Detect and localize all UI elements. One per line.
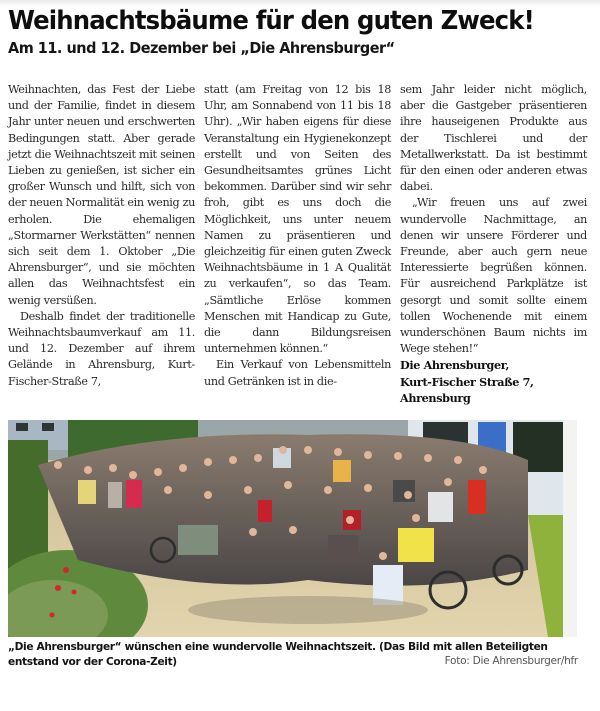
column-1 — [8, 82, 195, 390]
photo-credit: Foto: Die Ahrensburger/hfr — [444, 655, 578, 667]
paragraph: statt (am Freitag von 12 bis 18 Uhr, am Sonnabend von 11 bis 18 Uhr). „Wir haben eigens für diese Veranstaltung ein Hygienekonzept erstellt und von Seiten des Gesundheitsamtes grünes Licht bekommen. Darüber sind wir sehr froh, gibt es uns doch die Möglichkeit, uns unter neuem Namen zu präsentieren und gleichzeitig für einen guten Zweck Weihnachtsbäume in 1 A Qualität zu verkaufen“, so das Team. „Sämtliche Erlöse kommen Menschen mit Handicap zu Gute, die dann Bildungsreisen unternehmen können.“ — [204, 83, 391, 356]
group-photo — [8, 420, 577, 637]
headline: Weihnachtsbäume für den guten Zweck! — [8, 6, 534, 36]
paragraph: Deshalb findet der traditionelle Weihnachtsbaumverkauf am 11. und 12. Dezember auf ihrem Gelände in Ahrensburg, Kurt-Fischer-Straße 7, — [8, 309, 195, 388]
column-3 — [400, 82, 587, 406]
paragraph: Weihnachten, das Fest der Liebe und der Familie, findet in diesem Jahr unter neuen und erschwerten Bedingungen statt. Aber gerade jetzt die Weihnachtszeit mit seinen Lieben zu genießen, ist sicher ein großer Wunsch und hilft, sich von der neuen Normalität ein wenig zu erholen. Die ehemaligen „Stormarner Werkstätten“ nennen sich seit dem 1. Oktober „Die Ahrensburger“, und sie möchten allen das Weihnachtsfest ein wenig versüßen. — [8, 83, 195, 307]
signature-line: Die Ahrensburger, — [400, 358, 510, 373]
paragraph: sem Jahr leider nicht möglich, aber die Gastgeber präsentieren ihre hauseigenen Produkte aus der Tischlerei und der Metallwerkstatt. Da ist bestimmt für den einen oder anderen etwas dabei. — [400, 83, 587, 194]
signature-line: Kurt-Fischer Straße 7, — [400, 374, 534, 389]
signature-line: Ahrensburg — [400, 390, 471, 405]
article-body — [8, 82, 587, 412]
column-2 — [204, 82, 391, 390]
photo-caption: „Die Ahrensburger“ wünschen eine wundervolle Weihnachtszeit. (Das Bild mit allen Beteiligten entstand vor der Corona-Zeit) — [8, 641, 548, 668]
group-photo-image — [8, 420, 577, 637]
paragraph: Ein Verkauf von Lebensmitteln und Getränken ist in die- — [204, 358, 391, 388]
paragraph: „Wir freuen uns auf zwei wundervolle Nachmittage, an denen wir unsere Förderer und Freunde, aber auch gern neue Interessierte begrüßen können. Für ausreichend Parkplätze ist gesorgt und somit sollte einem tollen Wochenende mit einem wunderschönen Baum nichts im Wege stehen!“ — [400, 196, 587, 356]
subheadline: Am 11. und 12. Dezember bei „Die Ahrensburger“ — [8, 39, 395, 57]
